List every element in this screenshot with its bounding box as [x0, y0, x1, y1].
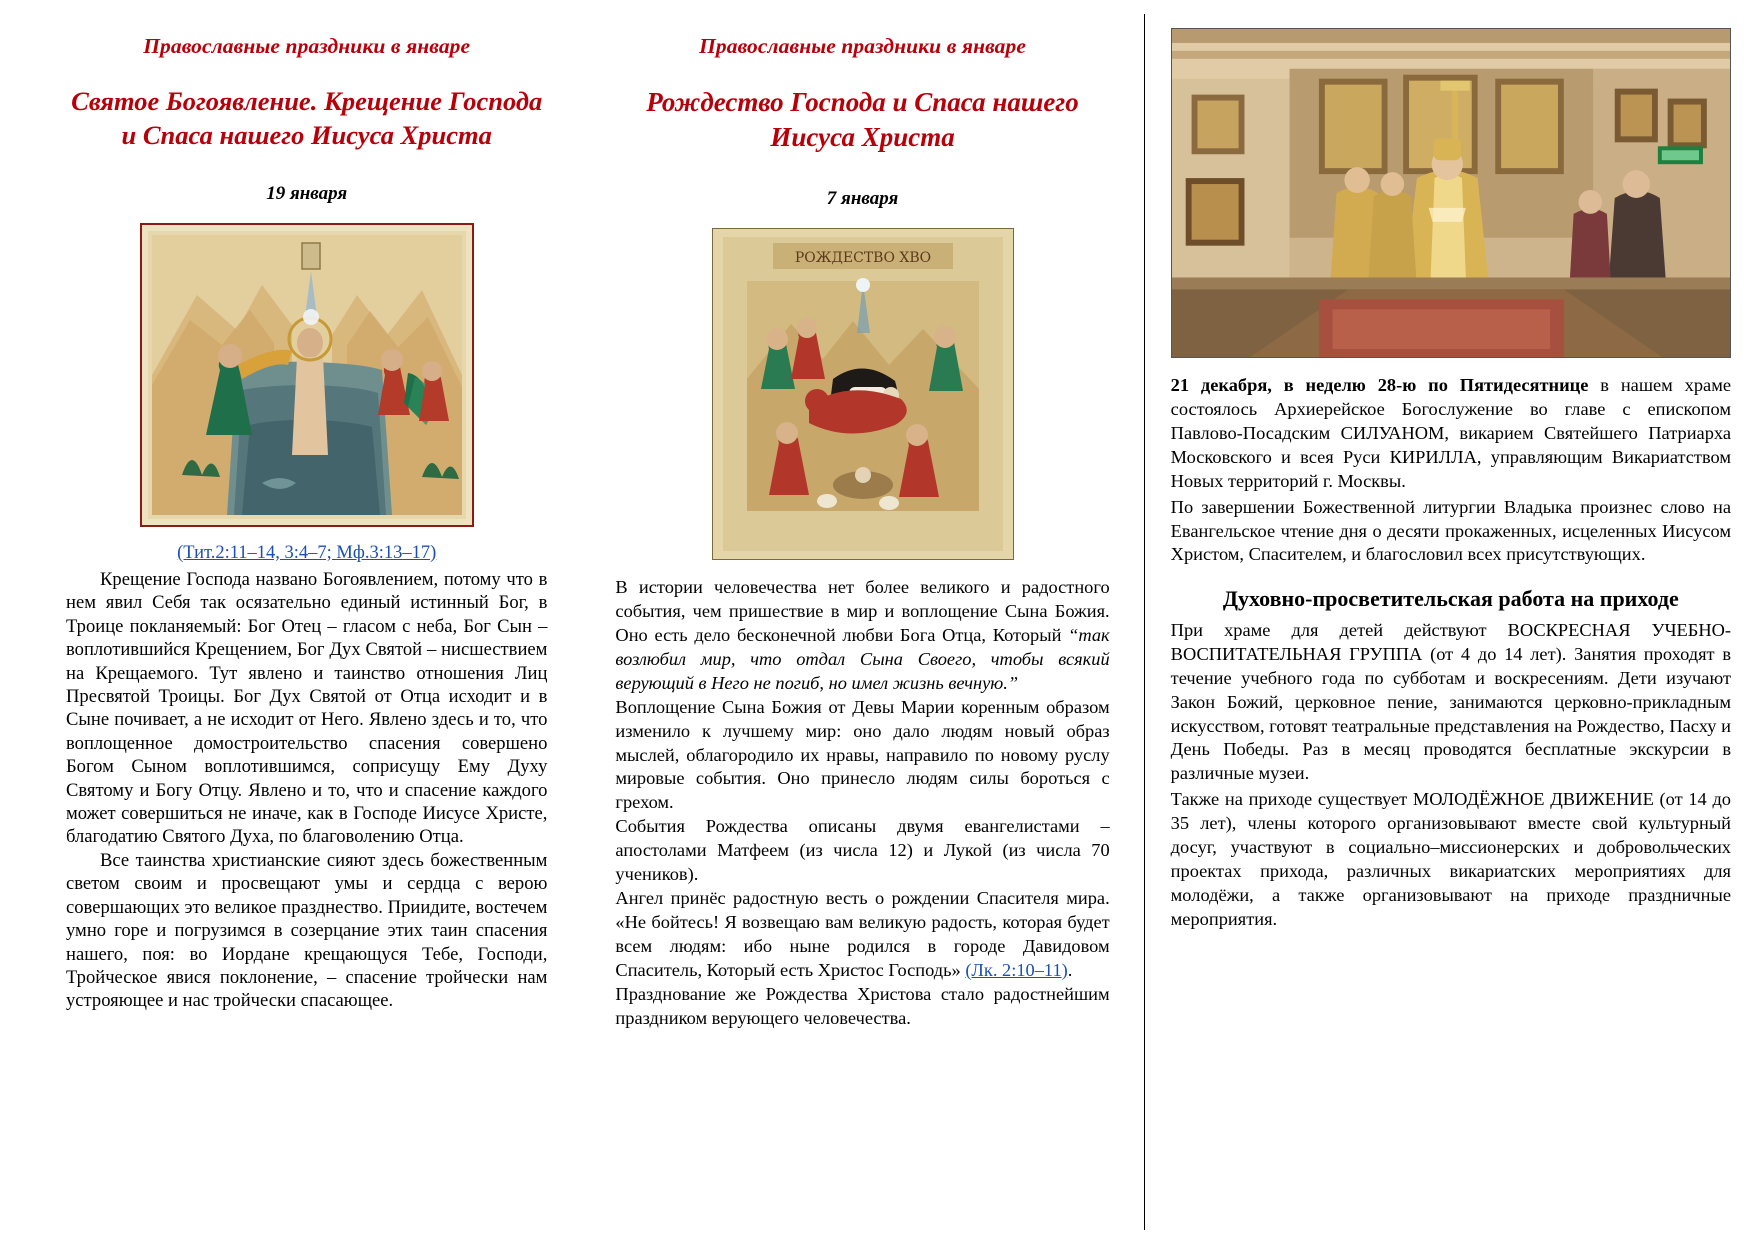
svg-text:РОЖДЕСТВО ХВО: РОЖДЕСТВО ХВО — [794, 250, 931, 267]
middle-scripture-link[interactable]: (Лк. 2:10–11) — [965, 959, 1068, 980]
service-photo — [1171, 28, 1731, 358]
baptism-icon-image — [140, 223, 474, 527]
baptism-icon-art — [142, 225, 472, 525]
middle-paragraph-4-end: . — [1067, 959, 1073, 980]
left-paragraph-2: Все таинства христианские сияют здесь божественным светом своим и просвещают умы и сердца с верою совершающих это великое празднество. Приидите, востечем умно горе и погрузимся в созерцание этих таин спасения нашего, поя: во Иордане крещающуся Тебе, Господи, Тройческое явися поклонение, – спасение тройчески нам устрояющее и нас тройчески спасающее. — [66, 849, 548, 1012]
middle-paragraph-4 — [615, 887, 1109, 983]
middle-paragraph-1 — [615, 576, 1109, 696]
nativity-icon-image — [712, 228, 1014, 560]
right-lead-paragraph — [1171, 374, 1731, 494]
middle-headline: Рождество Господа и Спаса нашего Иисуса Христа — [646, 87, 1079, 152]
left-scripture-ref — [66, 543, 547, 564]
right-paragraph-4: Также на приходе существует МОЛОДЁЖНОЕ ДВИЖЕНИЕ (от 14 до 35 лет), члены которого организовывают вместе свой культурный досуг, участвуют в социально–миссионерских и добровольческих проектах прихода, различных викариатских мероприятиях для молодёжи, а также организовывают на приходе праздничные мероприятия. — [1170, 789, 1732, 929]
service-photo-art — [1172, 29, 1730, 357]
left-date: 19 января — [266, 182, 348, 204]
column-right — [1145, 14, 1737, 1230]
right-body — [1171, 374, 1731, 567]
middle-paragraph-3: События Рождества описаны двумя евангелистами – апостолами Матфеем (из числа 12) и Лукой (из числа 70 учеников). — [615, 816, 1110, 885]
right-section-title: Духовно-просветительская работа на приходе — [1222, 586, 1679, 612]
right-lead-rest: в нашем храме состоялось Архиерейское Богослужение во главе с епископом Павлово-Посадским СИЛУАНОМ, викарием Святейшего Патриарха Московского и всея Руси КИРИЛЛА, управляющим Викариатством Новых территорий г. Москвы. — [1170, 375, 1732, 491]
column-left — [18, 14, 581, 1230]
middle-paragraph-1-text: В истории человечества нет более великого и радостного события, чем пришествие в мир и воплощение Сына Божия. Оно есть дело бесконечной любви Бога Отца, Который — [615, 577, 1110, 645]
left-paragraph-1: Крещение Господа названо Богоявлением, потому что в нем явил Себя так осязательно единый истинный Бог, в Троице покланяемый: Бог Отец – гласом с неба, Бог Сын – воплотившийся Крещением, Бог Дух Святой – нисшествием на Крещаемого. Тут явлено и таинство отношения Лиц Пресвятой Троицы. Бог Дух Святой от Отца исходит и в Сыне почивает, а не исходит от Него. Явлено здесь и то, что воплощенное домостроительство спасения совершено Богом Сыном воплотившимся, соприсущу Ему Духу Святому и Богу Отцу. Явлено и то, что и спасение каждого может совершиться не иначе, как в Господе Иисусе Христе, благодатию Святого Духа, по благоволению Отца. — [66, 568, 548, 848]
middle-paragraph-4-text: Ангел принёс радостную весть о рождении Спасителя мира. «Не бойтесь! Я возвещаю вам великую радость, которая будет всем людям: ибо ныне родился в городе Давидовом Спаситель, Который есть Христос Господь» — [615, 888, 1110, 980]
middle-paragraph-2: Воплощение Сына Божия от Девы Марии коренным образом изменило к лучшему мир: оно дало людям новый образ мыслей, облагородило их нравы, направило по новому руслу мировые события. Оно принесло людям силы бороться с грехом. — [615, 696, 1110, 813]
left-headline: Святое Богоявление. Крещение Господа и Спаса нашего Иисуса Христа — [71, 86, 543, 150]
right-paragraph-3: При храме для детей действуют ВОСКРЕСНАЯ УЧЕБНО-ВОСПИТАТЕЛЬНАЯ ГРУППА (от 4 до 14 лет). Занятия проходят в течение учебного года по субботам и воскресениям. Дети изучают Закон Божий, церковное пение, занимаются церковно-прикладным искусством, готовят театральные представления на Рождество, Пасху и День Победы. Раз в месяц проводятся бесплатные экскурсии в различные музеи. — [1170, 619, 1732, 784]
middle-paragraph-1-quote: “так возлюбил мир, что отдал Сына Своего, чтобы всякий верующий в Него не погиб, но имел жизнь вечную.” — [615, 624, 1110, 693]
middle-body — [615, 576, 1109, 1031]
middle-paragraph-5: Празднование же Рождества Христова стало радостнейшим праздником верующего человечества. — [615, 983, 1110, 1028]
column-middle — [581, 14, 1144, 1230]
middle-kicker: Православные праздники в январе — [699, 34, 1027, 58]
nativity-icon-art — [713, 229, 1013, 559]
scripture-link[interactable]: (Тит.2:11–14, 3:4–7; Мф.3:13–17) — [177, 542, 437, 563]
right-lead-bold: 21 декабря, в неделю 28-ю по Пятидесятнице — [1170, 375, 1589, 395]
right-paragraph-2: По завершении Божественной литургии Владыка произнес слово на Евангельское чтение дня о десяти прокаженных, исцеленных Иисусом Христом, Спасителем, и благословил всех присутствующих. — [1170, 496, 1732, 565]
right-body-2 — [1171, 619, 1731, 932]
left-kicker: Православные праздники в январе — [143, 34, 471, 58]
middle-date: 7 января — [826, 188, 899, 210]
